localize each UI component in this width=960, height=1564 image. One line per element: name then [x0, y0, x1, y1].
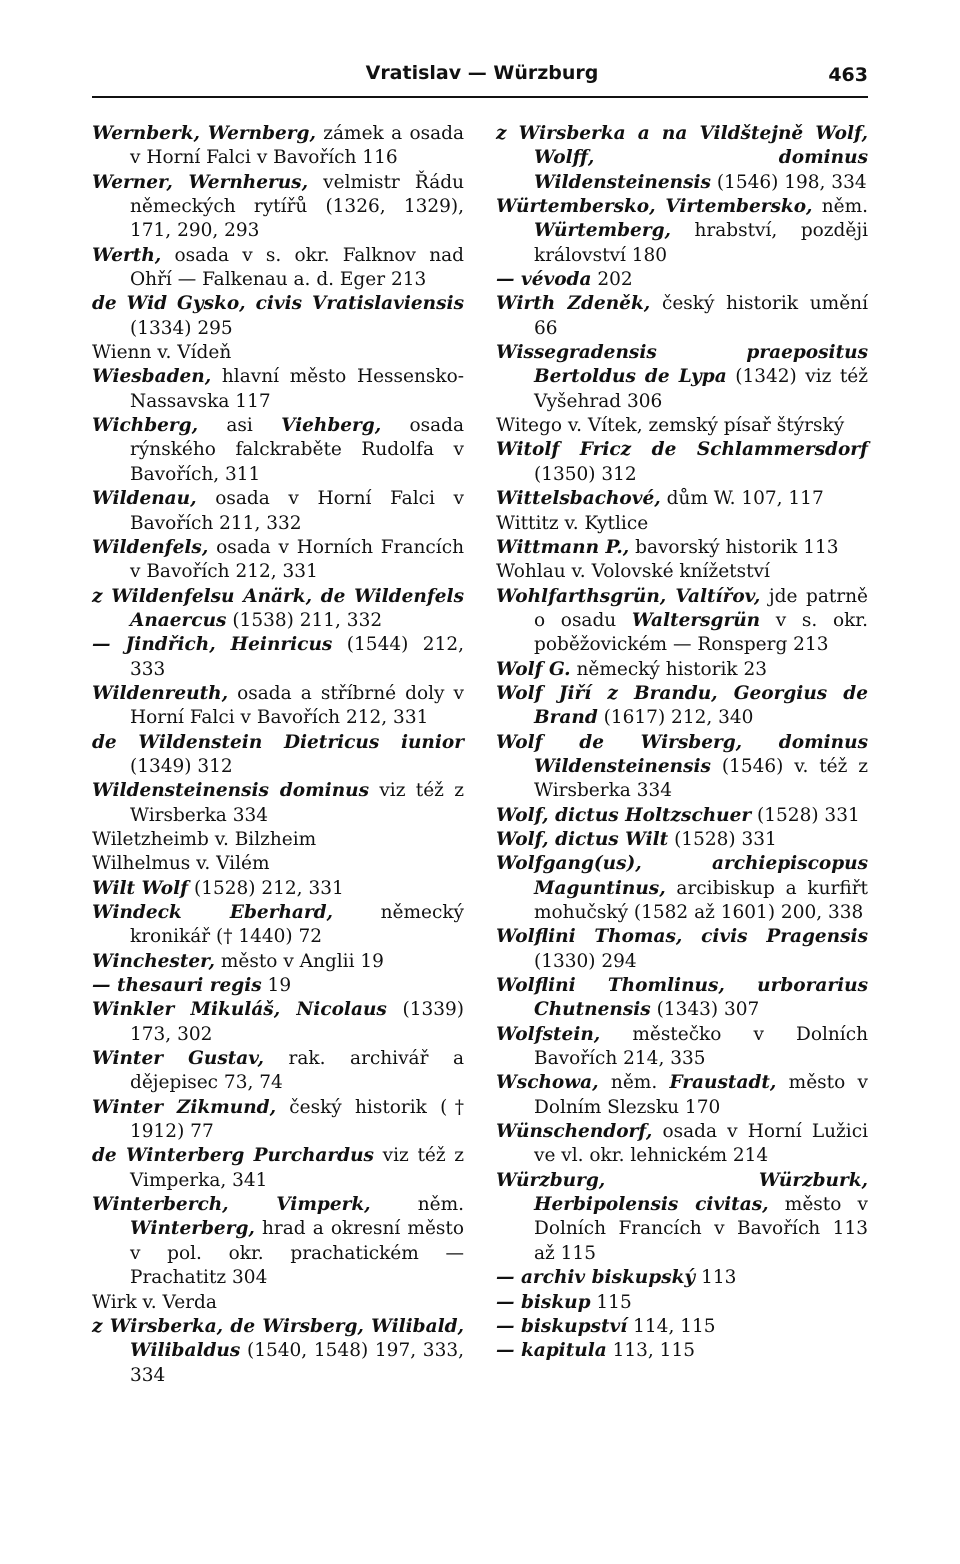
- index-entry: [92, 365, 464, 414]
- entry-text: velmistr Řádu německých rytířů (1326, 1329), 171, 290, 293: [130, 171, 464, 242]
- entry-term: Wildenfels,: [92, 536, 209, 558]
- entry-text: v s. okr. poběžovickém — Ronsperg 213: [534, 609, 868, 656]
- index-entry: [496, 560, 868, 584]
- entry-term: Winter Gustav,: [92, 1048, 264, 1070]
- index-entry: [92, 536, 464, 585]
- entry-term: — archiv biskupský: [496, 1267, 696, 1289]
- index-entry: [496, 1315, 868, 1339]
- entry-term: Wilt Wolf: [92, 877, 189, 899]
- index-entry: [496, 925, 868, 974]
- entry-term: Waltersgrün: [631, 609, 761, 631]
- entry-text: bavorský historik 113: [629, 536, 839, 558]
- entry-text: 113: [695, 1267, 737, 1289]
- index-entry: [92, 779, 464, 828]
- entry-term: de Winterberg Purchardus: [92, 1145, 374, 1167]
- entry-text: Wohlau v. Volovské knížetství: [496, 561, 770, 583]
- entry-text: český historik umění 66: [534, 293, 868, 339]
- entry-term: Wildenreuth,: [92, 682, 229, 704]
- entry-term: — thesauri regis: [92, 975, 262, 997]
- index-entry: [496, 536, 868, 560]
- index-entry: [496, 1339, 868, 1363]
- index-entry: [496, 731, 868, 804]
- entry-text: dům W. 107, 117: [660, 488, 824, 510]
- entry-text: Wirk v. Verda: [92, 1291, 217, 1313]
- page-header: [92, 58, 868, 98]
- entry-text: (1334) 295: [130, 317, 233, 339]
- index-entry: [92, 1144, 464, 1193]
- entry-text: hrad a okresní město v pol. okr. prachatickém — Prachatitz 304: [130, 1218, 464, 1289]
- entry-term: Witolf Fricz de Schlammersdorf: [496, 439, 868, 461]
- entry-term: — biskupství: [496, 1315, 628, 1337]
- entry-term: de Wid Gysko, civis Vratislaviensis: [92, 293, 464, 315]
- entry-term: Wernberk, Wernberg,: [92, 123, 316, 144]
- entry-term: — kapitula: [496, 1340, 607, 1362]
- entry-term: Würzburg, Würzburk, Herbipolensis civitas,: [496, 1169, 868, 1216]
- index-entry: [496, 974, 868, 1023]
- entry-term: Wünschendorf,: [496, 1121, 653, 1143]
- entry-term: Wildensteinensis dominus: [92, 780, 370, 802]
- entry-text: město v Dolních Francích v Bavořích 113 až 115: [534, 1194, 868, 1264]
- running-title: Vratislav — Würzburg: [365, 62, 599, 84]
- entry-text: 113, 115: [606, 1340, 695, 1362]
- entry-text: (1540, 1548) 197, 333, 334: [130, 1340, 464, 1386]
- entry-text: (1546) 198, 334: [710, 171, 867, 193]
- entry-term: — Jindřich, Heinricus: [92, 634, 333, 656]
- entry-term: Wolfstein,: [496, 1023, 601, 1045]
- entry-term: Würtembersko, Virtembersko,: [496, 196, 813, 218]
- index-entry: [92, 877, 464, 901]
- page-number: 463: [828, 64, 868, 86]
- index-entry: [92, 1291, 464, 1315]
- entry-text: osada v Horní Lužici ve vl. okr. lehnickém 214: [534, 1121, 868, 1167]
- index-column-right: [496, 122, 868, 1364]
- entry-term: Wolf G.: [496, 658, 571, 680]
- entry-term: Wolf Jiří z Brandu, Georgius de Brand: [496, 682, 868, 729]
- entry-term: Wolfgang(us), archiepiscopus Maguntinus,: [496, 853, 868, 899]
- entry-text: německý historik 23: [570, 658, 768, 680]
- index-entry: [92, 414, 464, 487]
- entry-text: Wittitz v. Kytlice: [496, 512, 649, 534]
- entry-text: viz též z Wirsberka 334: [130, 780, 464, 826]
- entry-text: (1349) 312: [130, 755, 233, 777]
- entry-term: Wildenau,: [92, 488, 197, 510]
- index-entry: [496, 1071, 868, 1120]
- entry-text: (1339) 173, 302: [130, 999, 464, 1045]
- index-entry: [92, 1193, 464, 1290]
- entry-term: Wschowa,: [496, 1072, 599, 1094]
- index-entry: [496, 1266, 868, 1290]
- entry-term: Wolf, dictus Holtzschuer: [496, 804, 752, 826]
- entry-text: asi: [198, 415, 282, 437]
- entry-text: osada v s. okr. Falknov nad Ohří — Falkenau a. d. Eger 213: [130, 244, 464, 291]
- entry-text: rak. archivář a dějepisec 73, 74: [130, 1048, 465, 1094]
- index-entry: [496, 1023, 868, 1072]
- index-entry: [496, 438, 868, 487]
- entry-text: Witego v. Vítek, zemský písař štýrský: [496, 415, 845, 437]
- entry-term: Winchester,: [92, 950, 215, 972]
- entry-term: Windeck Eberhard,: [92, 902, 333, 923]
- entry-text: viz též z Vimperka, 341: [130, 1145, 465, 1191]
- index-entry: [496, 852, 868, 925]
- index-entry: [92, 1096, 464, 1145]
- entry-term: Wissegradensis praepositus Bertoldus de Lypa: [496, 342, 868, 388]
- index-entry: [92, 974, 464, 998]
- entry-text: hrabství, později království 180: [534, 220, 868, 266]
- entry-text: (1528) 331: [668, 828, 777, 850]
- entry-text: (1546) v. též z Wirsberka 334: [534, 755, 868, 802]
- index-entry: [92, 852, 464, 876]
- entry-term: — biskup: [496, 1291, 591, 1313]
- index-entry: [496, 828, 868, 852]
- index-entry: [92, 585, 464, 634]
- entry-text: (1330) 294: [534, 950, 637, 972]
- index-entry: [92, 731, 464, 780]
- entry-text: (1350) 312: [534, 463, 637, 485]
- index-entry: [92, 171, 464, 244]
- entry-text: osada v Horní Falci v Bavořích 211, 332: [130, 488, 464, 534]
- entry-text: Wiletzheimb v. Bilzheim: [92, 828, 317, 850]
- entry-text: arcibiskup a kurfiřt mohučský (1582 až 1601) 200, 338: [534, 877, 868, 923]
- index-entry: [496, 292, 868, 341]
- entry-term: Werner, Wernherus,: [92, 171, 309, 193]
- index-entry: [496, 512, 868, 536]
- entry-text: (1342) viz též Vyšehrad 306: [534, 366, 869, 412]
- entry-text: (1343) 307: [650, 999, 760, 1021]
- index-entry: [496, 658, 868, 682]
- entry-text: Wienn v. Vídeň: [92, 342, 232, 364]
- index-entry: [92, 828, 464, 852]
- entry-text: osada a stříbrné doly v Horní Falci v Bavořích 212, 331: [130, 682, 464, 729]
- entry-term: Wolflini Thomlinus, urborarius Chutnensis: [496, 975, 868, 1021]
- index-entry: [92, 1047, 464, 1096]
- index-entry: [496, 414, 868, 438]
- entry-term: Werth,: [92, 244, 162, 266]
- index-entry: [496, 1291, 868, 1315]
- entry-text: město v Anglii 19: [215, 950, 384, 972]
- entry-text: (1528) 212, 331: [188, 877, 344, 899]
- index-entry: [92, 901, 464, 950]
- entry-text: německý kronikář († 1440) 72: [130, 902, 464, 948]
- entry-text: 202: [591, 269, 633, 291]
- index-entry: [496, 585, 868, 658]
- entry-term: Winterberch, Vimperk,: [92, 1194, 371, 1216]
- entry-text: 115: [590, 1291, 632, 1313]
- index-entry: [92, 682, 464, 731]
- index-entry: [496, 1120, 868, 1169]
- entry-text: (1528) 331: [751, 804, 860, 826]
- index-entry: [496, 341, 868, 414]
- entry-text: Wilhelmus v. Vilém: [92, 853, 270, 875]
- entry-text: něm.: [598, 1072, 670, 1094]
- entry-term: Winterberg,: [130, 1218, 255, 1240]
- entry-term: Würtemberg,: [534, 220, 671, 242]
- entry-term: Wolf, dictus Wilt: [496, 828, 669, 850]
- entry-text: městečko v Dolních Bavořích 214, 335: [534, 1023, 868, 1070]
- index-entry: [92, 244, 464, 293]
- entry-text: jde patrně o osadu: [534, 585, 868, 631]
- index-entry: [92, 950, 464, 974]
- entry-term: z Wirsberka, de Wirsberg, Wilibald, Wilibaldus: [92, 1315, 464, 1362]
- entry-text: (1617) 212, 340: [597, 707, 754, 729]
- entry-term: Winkler Mikuláš, Nicolaus: [92, 999, 387, 1021]
- index-entry: [92, 633, 464, 682]
- entry-term: de Wildenstein Dietricus iunior: [92, 731, 464, 753]
- index-entry: [496, 487, 868, 511]
- entry-term: Wichberg,: [92, 415, 199, 437]
- entry-term: Viehberg,: [281, 415, 382, 437]
- entry-text: český historik († 1912) 77: [130, 1096, 464, 1143]
- index-entry: [92, 341, 464, 365]
- entry-text: (1538) 211, 332: [226, 609, 383, 631]
- index-entry: [496, 195, 868, 268]
- entry-text: něm.: [370, 1194, 464, 1216]
- index-entry: [496, 682, 868, 731]
- index-entry: [92, 998, 464, 1047]
- entry-term: Wittelsbachové,: [496, 488, 661, 510]
- entry-term: Fraustadt,: [669, 1072, 777, 1094]
- index-entry: [496, 122, 868, 195]
- entry-term: Wiesbaden,: [92, 366, 212, 388]
- entry-term: Wittmann P.,: [496, 536, 630, 558]
- index-entry: [92, 292, 464, 341]
- entry-text: (1544) 212, 333: [130, 634, 464, 680]
- entry-term: Wohlfarthsgrün, Valtířov,: [496, 585, 761, 607]
- entry-term: Wolflini Thomas, civis Pragensis: [496, 926, 868, 948]
- index-entry: [92, 487, 464, 536]
- index-entry: [92, 1315, 464, 1388]
- index-entry: [496, 1169, 868, 1266]
- entry-text: 114, 115: [627, 1315, 716, 1337]
- entry-term: z Wildenfelsu Anärk, de Wildenfels Anaercus: [92, 585, 464, 631]
- entry-text: osada v Horních Francích v Bavořích 212, 331: [130, 536, 464, 583]
- index-column-left: [92, 122, 464, 1388]
- entry-term: z Wirsberka a na Vildštejně Wolf, Wolff, dominus Wildensteinensis: [496, 123, 868, 193]
- entry-term: — vévoda: [496, 269, 592, 291]
- index-entry: [496, 804, 868, 828]
- entry-text: hlavní město Hessensko-Nassavska 117: [130, 366, 464, 412]
- entry-term: Winter Zikmund,: [92, 1096, 277, 1118]
- entry-text: osada rýnského falckraběte Rudolfa v Bavořích, 311: [130, 415, 464, 485]
- entry-text: město v Dolním Slezsku 170: [534, 1072, 868, 1118]
- entry-text: něm.: [812, 196, 869, 218]
- index-entry: [496, 268, 868, 292]
- entry-text: zámek a osada v Horní Falci v Bavořích 116: [130, 123, 464, 169]
- index-entry: [92, 122, 464, 171]
- entry-text: 19: [261, 975, 292, 997]
- entry-term: Wolf de Wirsberg, dominus Wildensteinensis: [496, 731, 868, 777]
- entry-term: Wirth Zdeněk,: [496, 293, 651, 315]
